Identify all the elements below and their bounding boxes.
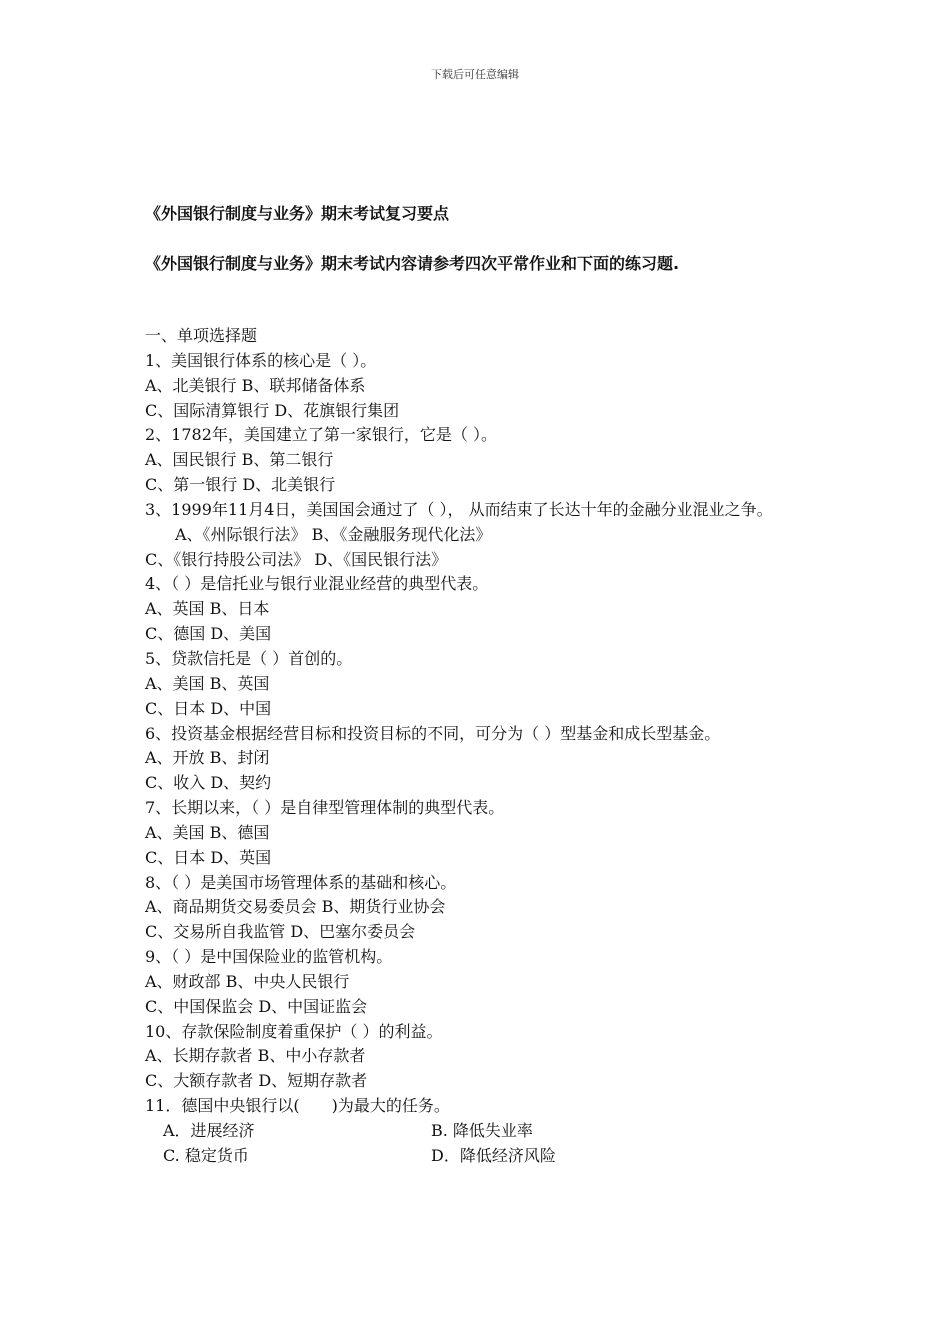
option-b: B. 降低失业率 (431, 1121, 533, 1140)
answer-options: A、北美银行 B、联邦储备体系 (145, 375, 366, 395)
answer-options: C、日本 D、中国 (145, 698, 272, 718)
answer-options: C、《银行持股公司法》 D、《国民银行法》 (145, 549, 448, 569)
question-text: 4、（ ）是信托业与银行业混业经营的典型代表。 (145, 574, 489, 594)
option-d: D．降低经济风险 (431, 1145, 556, 1165)
answer-options: A、长期存款者 B、中小存款者 (145, 1046, 366, 1066)
question-text: 7、长期以来，（ ）是自律型管理体制的典型代表。 (145, 798, 505, 818)
question-text: 1、美国银行体系的核心是（ ）。 (145, 350, 377, 370)
answer-options: A、美国 B、英国 (145, 673, 270, 693)
answer-options-row (145, 1119, 810, 1144)
answer-options-row (145, 1144, 810, 1169)
document-title: 《外国银行制度与业务》期末考试复习要点 (145, 204, 450, 223)
answer-options: C、国际清算银行 D、花旗银行集团 (145, 400, 400, 420)
question-text: 11．德国中央银行以( )为最大的任务。 (145, 1096, 450, 1116)
question-text: 10、存款保险制度着重保护（ ）的利益。 (145, 1021, 443, 1041)
answer-options: A、《州际银行法》 B、《金融服务现代化法》 (175, 524, 492, 544)
document-subtitle: 《外国银行制度与业务》期末考试内容请参考四次平常作业和下面的练习题. (145, 254, 680, 273)
page-header: 下载后可任意编辑 (431, 68, 519, 81)
question-text: 9、（ ）是中国保险业的监管机构。 (145, 947, 393, 967)
question-list (145, 324, 810, 1169)
section-title: 一、单项选择题 (145, 326, 258, 345)
answer-options: A、国民银行 B、第二银行 (145, 450, 334, 470)
option-a: A．进展经济 (163, 1121, 255, 1140)
question-text: 2、1782年，美国建立了第一家银行，它是（ ）。 (145, 425, 497, 445)
answer-options: A、商品期货交易委员会 B、期货行业协会 (145, 897, 446, 917)
question-text: 5、贷款信托是（ ）首创的。 (145, 648, 353, 668)
question-text: 8、（ ）是美国市场管理体系的基础和核心。 (145, 872, 457, 892)
question-text: 6、投资基金根据经营目标和投资目标的不同，可分为（ ）型基金和成长型基金。 (145, 723, 721, 743)
answer-options: A、英国 B、日本 (145, 599, 270, 619)
answer-options: C、交易所自我监管 D、巴塞尔委员会 (145, 922, 416, 942)
option-c: C. 稳定货币 (163, 1145, 249, 1165)
answer-options: C、大额存款者 D、短期存款者 (145, 1071, 368, 1091)
answer-options: C、第一银行 D、北美银行 (145, 475, 336, 495)
answer-options: C、德国 D、美国 (145, 624, 272, 644)
question-text: 3、1999年11月4日，美国国会通过了（ ）， 从而结束了长达十年的金融分业混业之争。 (145, 499, 773, 519)
answer-options: A、开放 B、封闭 (145, 748, 270, 768)
answer-options: A、财政部 B、中央人民银行 (145, 971, 350, 991)
answer-options: C、日本 D、英国 (145, 847, 272, 867)
answer-options: A、美国 B、德国 (145, 822, 270, 842)
answer-options: C、收入 D、契约 (145, 773, 272, 793)
answer-options: C、中国保监会 D、中国证监会 (145, 996, 368, 1016)
